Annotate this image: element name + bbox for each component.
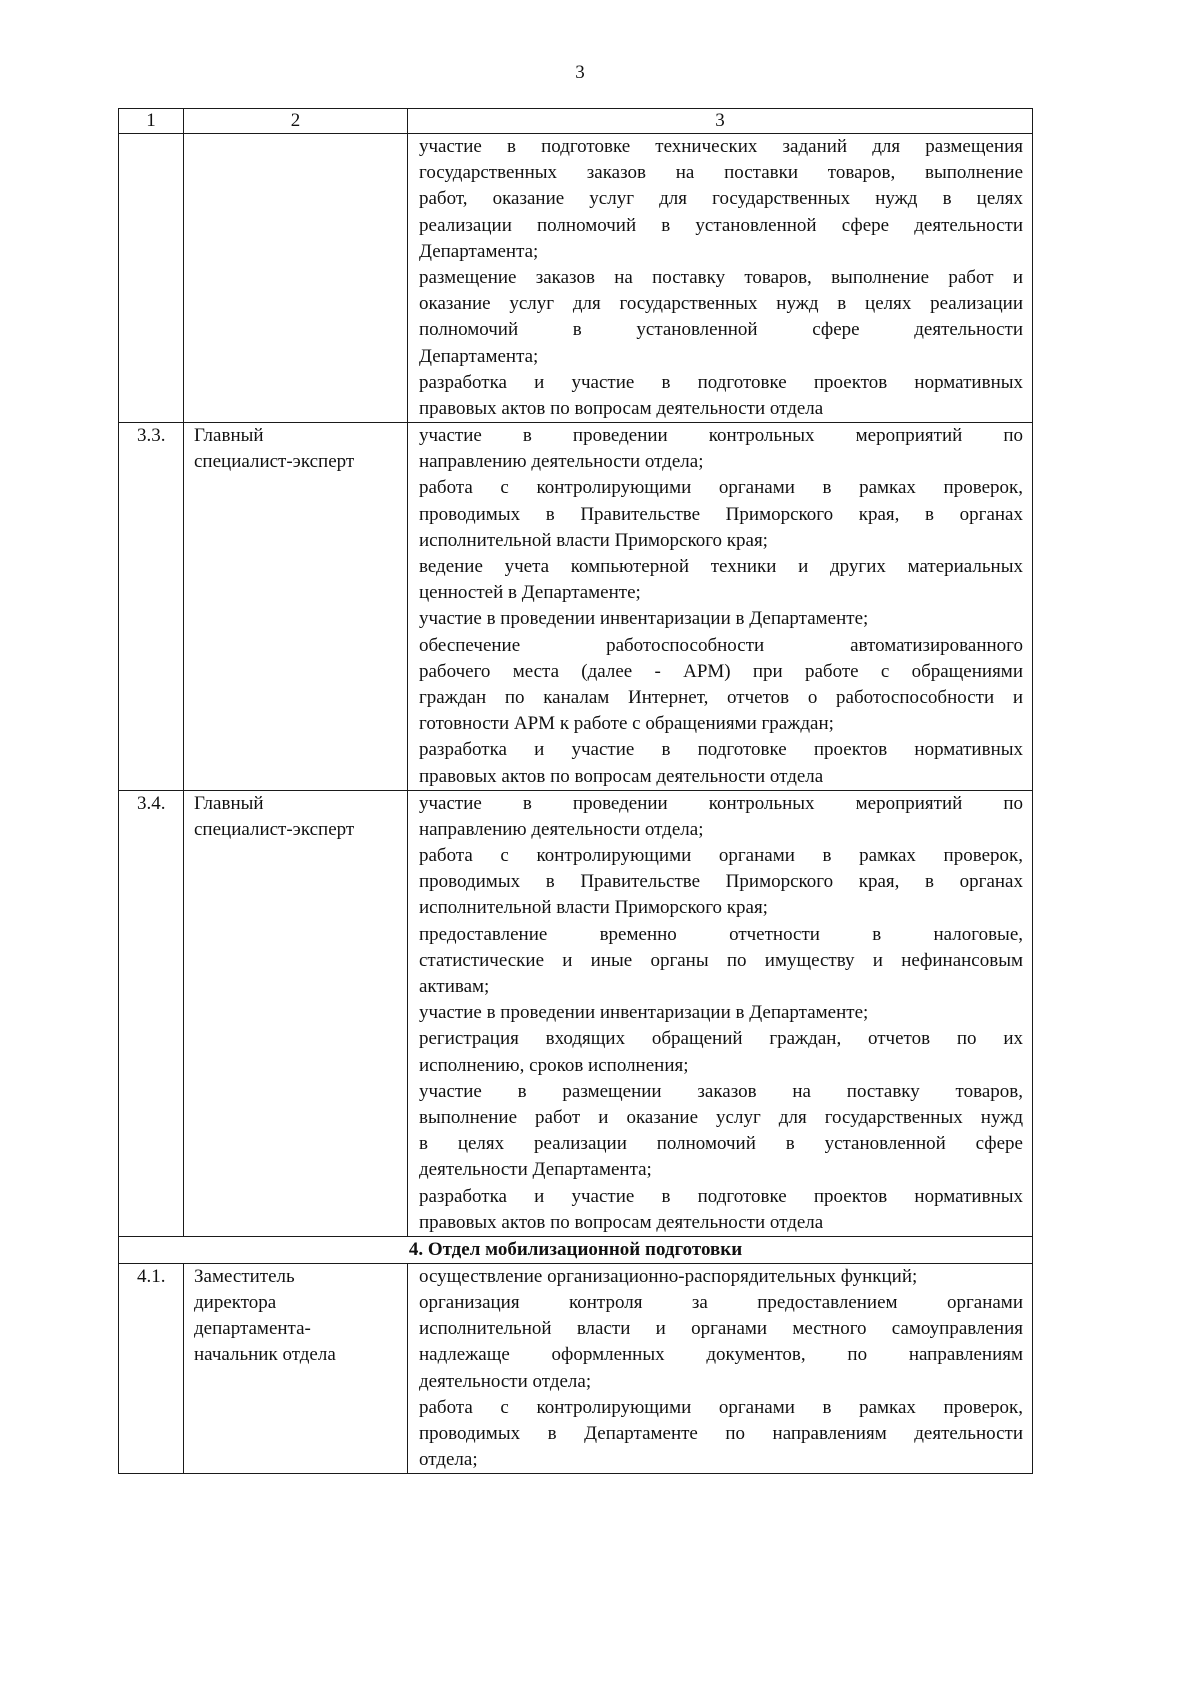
duty-line: оказание услуг для государственных нужд в целях реализации — [419, 293, 1023, 315]
page-number: 3 — [575, 62, 585, 83]
duty-line: граждан по каналам Интернет, отчетов о работоспособности и — [419, 686, 1023, 708]
header-col-1: 1 — [119, 109, 184, 134]
duty-line: участие в проведении контрольных мероприятий по — [419, 425, 1023, 447]
duty-line: участие в проведении контрольных мероприятий по — [419, 792, 1023, 814]
duty-line: статистические и иные органы по имуществу и нефинансовым — [419, 949, 1023, 971]
table-row-4-1 — [119, 1263, 1033, 1474]
duties-cell — [408, 423, 1033, 791]
duty-line: проводимых в Департаменте по направлениям деятельности — [419, 1423, 1023, 1444]
row-number: 4.1. — [119, 1263, 184, 1474]
duty-line: участие в размещении заказов на поставку товаров, — [419, 1080, 1023, 1102]
position-line: Главный — [194, 425, 264, 447]
position-lines — [194, 791, 407, 843]
duty-line: Департамента; — [419, 240, 539, 262]
duty-lines — [419, 423, 1023, 790]
duty-line: работа с контролирующими органами в рамках проверок, — [419, 477, 1023, 499]
duty-line: регистрация входящих обращений граждан, отчетов по их — [419, 1028, 1023, 1050]
position-line: специалист-эксперт — [194, 818, 355, 840]
duty-line: организация контроля за предоставлением органами — [419, 1292, 1023, 1314]
duty-line: работа с контролирующими органами в рамках проверок, — [419, 1396, 1023, 1418]
duty-line: разработка и участие в подготовке проектов нормативных — [419, 739, 1023, 761]
duty-line: исполнительной власти и органами местного самоуправления — [419, 1318, 1023, 1340]
duty-line: направлению деятельности отдела; — [419, 818, 704, 840]
position-line: Главный — [194, 792, 264, 814]
duty-line: размещение заказов на поставку товаров, выполнение работ и — [419, 266, 1023, 288]
table-row-3-4 — [119, 790, 1033, 1236]
duty-line: разработка и участие в подготовке проектов нормативных — [419, 371, 1023, 393]
position-line: Заместитель — [194, 1265, 295, 1287]
duty-line: рабочего места (далее - АРМ) при работе с обращениями — [419, 660, 1023, 682]
duty-line: отдела; — [419, 1449, 478, 1471]
header-col-2: 2 — [184, 109, 408, 134]
duties-cell — [408, 134, 1033, 423]
duty-line: правовых актов по вопросам деятельности отдела — [419, 765, 824, 787]
position-title — [184, 423, 408, 791]
duty-line: Департамента; — [419, 345, 539, 367]
position-title — [184, 1263, 408, 1474]
duty-lines — [419, 791, 1023, 1236]
duty-line: работ, оказание услуг для государственных нужд в целях — [419, 188, 1023, 210]
table-row-continuation — [119, 134, 1033, 423]
duty-line: исполнению, сроков исполнения; — [419, 1054, 689, 1076]
duty-line: деятельности Департамента; — [419, 1159, 652, 1181]
duty-line: реализации полномочий в установленной сфере деятельности — [419, 214, 1023, 236]
duty-line: направлению деятельности отдела; — [419, 451, 704, 473]
duty-line: участие в проведении инвентаризации в Департаменте; — [419, 608, 869, 630]
duty-line: государственных заказов на поставки товаров, выполнение — [419, 162, 1023, 184]
duties-cell — [408, 790, 1033, 1236]
section-title: 4. Отдел мобилизационной подготовки — [119, 1236, 1033, 1263]
duty-line: готовности АРМ к работе с обращениями граждан; — [419, 713, 834, 735]
position-line: специалист-эксперт — [194, 451, 355, 473]
row-number: 3.4. — [119, 790, 184, 1236]
duty-line: полномочий в установленной сфере деятельности — [419, 319, 1023, 341]
position-empty — [184, 134, 408, 423]
duty-line: предоставление временно отчетности в налоговые, — [419, 923, 1023, 945]
duty-line: обеспечение работоспособности автоматизированного — [419, 634, 1023, 656]
position-line: директора — [194, 1292, 277, 1314]
duty-line: ценностей в Департаменте; — [419, 582, 641, 604]
duty-line: исполнительной власти Приморского края; — [419, 897, 768, 919]
duty-line: проводимых в Правительстве Приморского края, в органах — [419, 503, 1023, 525]
duty-line: выполнение работ и оказание услуг для государственных нужд — [419, 1106, 1023, 1128]
row-number-empty — [119, 134, 184, 423]
section-header-row — [119, 1236, 1033, 1263]
duty-line: активам; — [419, 976, 490, 997]
duty-line: участие в подготовке технических заданий для размещения — [419, 136, 1023, 157]
row-number: 3.3. — [119, 423, 184, 791]
duties-table — [118, 108, 1033, 1474]
duty-line: исполнительной власти Приморского края; — [419, 529, 768, 551]
table-row-3-3 — [119, 423, 1033, 791]
duty-line: проводимых в Правительстве Приморского края, в органах — [419, 871, 1023, 893]
duty-line: надлежаще оформленных документов, по направлениям — [419, 1344, 1023, 1366]
duty-line: правовых актов по вопросам деятельности отдела — [419, 397, 824, 419]
duty-line: правовых актов по вопросам деятельности отдела — [419, 1211, 824, 1233]
header-col-3: 3 — [408, 109, 1033, 134]
position-title — [184, 790, 408, 1236]
position-line: департамента- — [194, 1318, 311, 1340]
position-lines — [194, 423, 407, 475]
table-header-row — [119, 109, 1033, 134]
duty-line: участие в проведении инвентаризации в Департаменте; — [419, 1002, 869, 1024]
position-line: начальник отдела — [194, 1344, 336, 1366]
duty-line: деятельности отдела; — [419, 1370, 592, 1392]
duty-lines — [419, 1264, 1023, 1474]
duty-line: осуществление организационно-распорядительных функций; — [419, 1265, 918, 1287]
duty-line: ведение учета компьютерной техники и других материальных — [419, 556, 1023, 577]
duty-line: работа с контролирующими органами в рамках проверок, — [419, 845, 1023, 867]
duty-line: в целях реализации полномочий в установленной сфере — [419, 1133, 1023, 1155]
position-lines — [194, 1264, 407, 1369]
duty-line: разработка и участие в подготовке проектов нормативных — [419, 1185, 1023, 1207]
duty-lines — [419, 134, 1023, 422]
duties-cell — [408, 1263, 1033, 1474]
